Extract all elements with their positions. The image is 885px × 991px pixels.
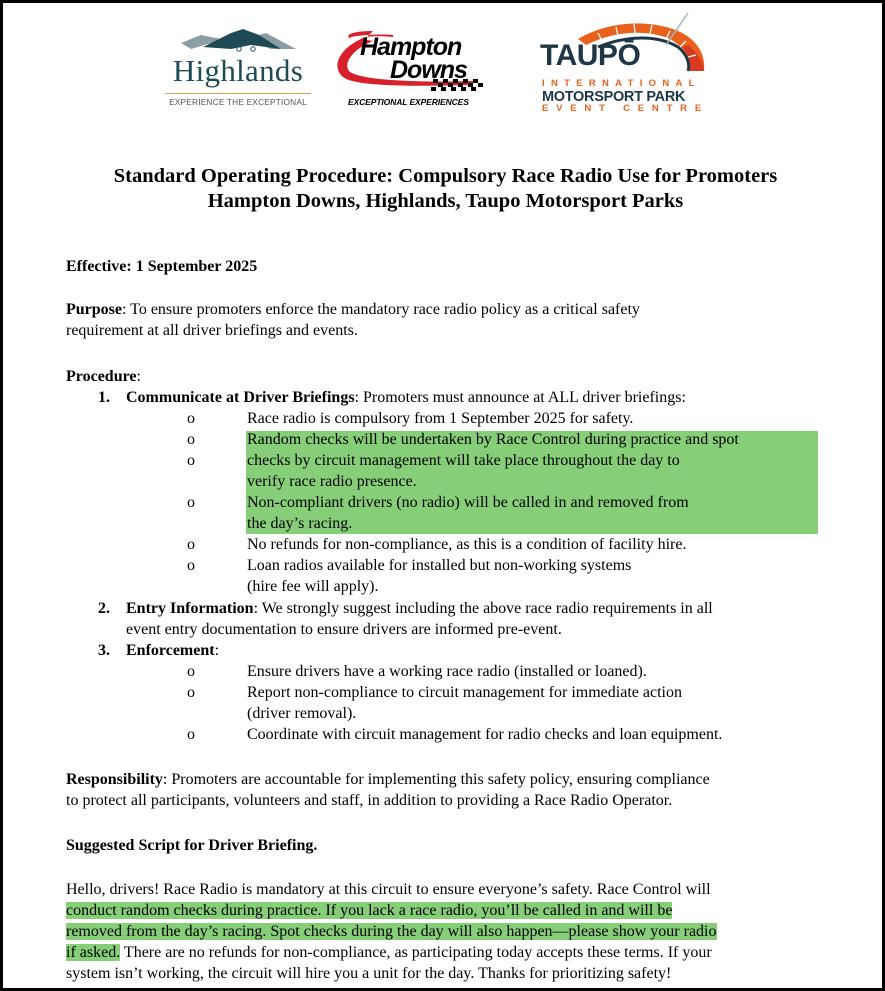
bullet-text-cont: the day’s racing. [247, 515, 353, 532]
highlands-tagline: EXPERIENCE THE EXCEPTIONAL [169, 97, 307, 107]
item-2-text-cont: event entry documentation to ensure drivers are informed pre-event. [126, 621, 562, 638]
bullet-marker: o [187, 452, 195, 469]
highlight: if asked. [66, 944, 121, 961]
list-item-1 [126, 387, 686, 408]
bullet-text: Random checks will be undertaken by Race Control during practice and spot [247, 431, 739, 448]
list-item-3 [126, 640, 219, 661]
bullet-text: Non-compliant drivers (no radio) will be called in and removed from [247, 494, 689, 511]
script-line-4 [66, 942, 712, 963]
bullet-text: Race radio is compulsory from 1 September 2025 for safety. [247, 410, 634, 427]
responsibility-text: : Promoters are accountable for implementing this safety policy, ensuring compliance [162, 771, 710, 788]
procedure-colon: : [136, 368, 141, 385]
document-title [3, 164, 885, 214]
bullet-marker: o [187, 726, 195, 743]
bullet-marker: o [187, 431, 195, 448]
mountain-icon [181, 27, 296, 55]
procedure-heading [66, 366, 141, 387]
procedure-label: Procedure [66, 368, 137, 385]
hampton-wordmark: Hampton [360, 33, 462, 61]
bullet-text: Report non-compliance to circuit management for immediate action [247, 684, 682, 701]
purpose-line-2: requirement at all driver briefings and events. [66, 322, 358, 339]
bullet-text: Coordinate with circuit management for radio checks and loan equipment. [247, 726, 723, 743]
bullet-text: checks by circuit management will take place throughout the day to [247, 452, 680, 469]
script-heading: Suggested Script for Driver Briefing. [66, 837, 318, 854]
script-line-2 [66, 900, 672, 921]
item-2-text: : We strongly suggest including the above race radio requirements in all [253, 600, 713, 617]
highlight: removed from the day’s racing. Spot checks during the day will also happen—please show your radio [66, 923, 717, 940]
list-number-2: 2. [98, 600, 110, 617]
taupo-wordmark: TAUPŌ [540, 39, 641, 72]
downs-wordmark: Downs [390, 56, 467, 84]
taupo-logo [538, 9, 713, 115]
purpose-text: : To ensure promoters enforce the mandatory race radio policy as a critical safety [122, 301, 640, 318]
bullet-marker: o [187, 557, 195, 574]
script-line-1: Hello, drivers! Race Radio is mandatory at this circuit to ensure everyone’s safety. Race Control will [66, 881, 711, 898]
item-2-label: Entry Information [126, 600, 254, 617]
item-3-text: : [214, 642, 220, 659]
bullet-text-cont: (driver removal). [247, 705, 357, 722]
item-1-text: : Promoters must announce at ALL driver briefings: [354, 389, 686, 406]
script-text: There are no refunds for non-compliance, as participating today accepts these terms. If your [120, 944, 712, 961]
bullet-text-cont: (hire fee will apply). [247, 578, 379, 595]
taupo-event-centre: EVENT CENTRE [542, 103, 709, 114]
list-item-2 [126, 598, 713, 619]
hampton-downs-tagline: EXCEPTIONAL EXPERIENCES [348, 97, 469, 107]
purpose-label: Purpose [66, 301, 122, 318]
effective-date: Effective: 1 September 2025 [66, 258, 258, 275]
script-line-3 [66, 921, 717, 942]
responsibility-label: Responsibility [66, 771, 163, 788]
item-3-label: Enforcement [126, 642, 215, 659]
title-line-1: Standard Operating Procedure: Compulsory Race Radio Use for Promoters [113, 165, 778, 187]
highlands-wordmark: Highlands [172, 53, 304, 88]
bullet-marker: o [187, 684, 195, 701]
list-number-3: 3. [98, 642, 110, 659]
bullet-marker: o [187, 536, 195, 553]
bullet-text-cont: verify race radio presence. [247, 473, 417, 490]
script-line-5: system isn’t working, the circuit will hire you a unit for the day. Thanks for prioritizing safety! [66, 965, 672, 982]
responsibility-line-1 [66, 769, 710, 790]
taupo-international: INTERNATIONAL [542, 78, 701, 89]
hampton-downs-logo [333, 27, 498, 111]
highlight: conduct random checks during practice. If you lack a race radio, you’ll be called in and will be [66, 902, 673, 919]
divider [165, 93, 311, 94]
logo-header [3, 9, 885, 113]
responsibility-line-2: to protect all participants, volunteers and staff, in addition to providing a Race Radio Operator. [66, 792, 673, 809]
bullet-marker: o [187, 410, 195, 427]
item-1-label: Communicate at Driver Briefings [126, 389, 355, 406]
taupo-motorsport-park: MOTORSPORT PARK [542, 89, 686, 105]
bullet-text: Ensure drivers have a working race radio (installed or loaned). [247, 663, 647, 680]
highlands-logo [163, 27, 313, 107]
title-line-2: Hampton Downs, Highlands, Taupo Motorsport Parks [207, 190, 684, 212]
purpose-line-1 [66, 299, 640, 320]
bullet-marker: o [187, 663, 195, 680]
bullet-marker: o [187, 494, 195, 511]
bullet-text: No refunds for non-compliance, as this is a condition of facility hire. [247, 536, 687, 553]
list-number-1: 1. [98, 389, 110, 406]
bullet-text: Loan radios available for installed but non-working systems [247, 557, 632, 574]
